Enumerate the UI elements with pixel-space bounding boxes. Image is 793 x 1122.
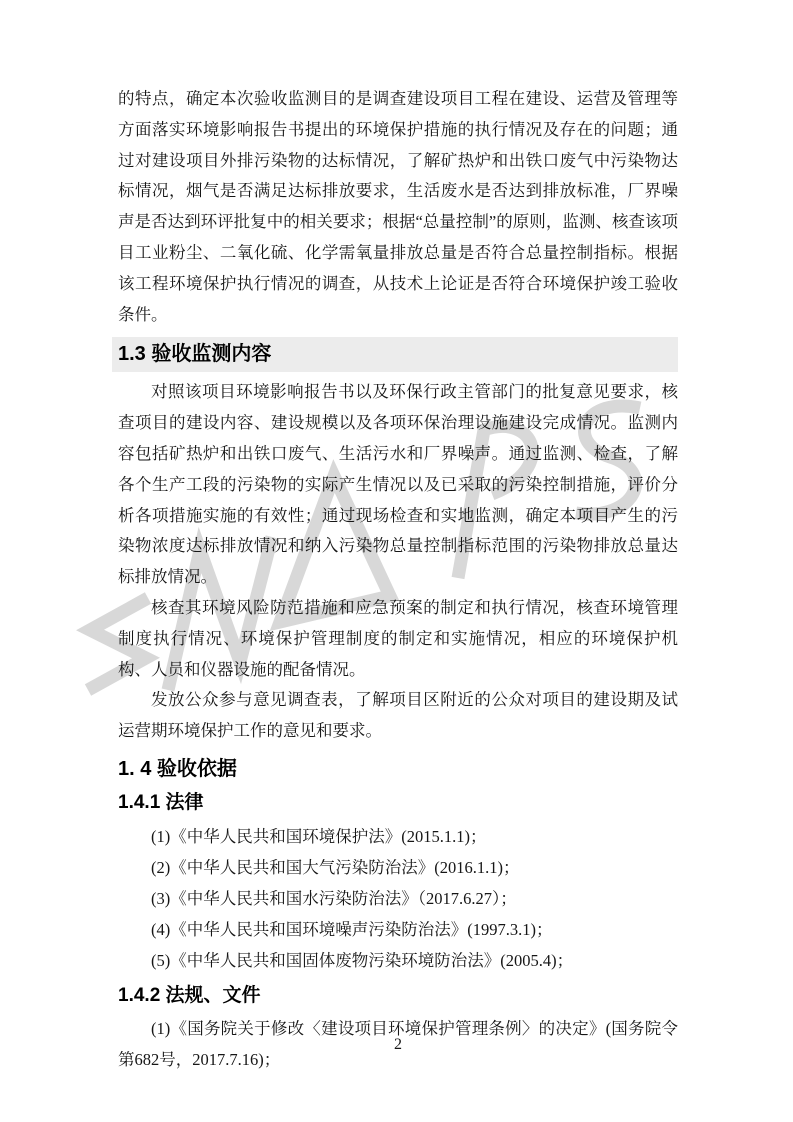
law-item: (2)《中华人民共和国大气污染防治法》(2016.1.1)； (151, 857, 520, 877)
law-item: (3)《中华人民共和国水污染防治法》（2017.6.27）； (151, 888, 517, 908)
monitoring-content-paragraph-1: 对照该项目环境影响报告书以及环保行政主管部门的批复意见要求，核查项目的建设内容、建设规模以及各项环保治理设施建设完成情况。监测内容包括矿热炉和出铁口废气、生活污水和厂界噪声。通过监测、检查，了解各个生产工段的污染物的实际产生情况以及已采取的污染控制措施，评价分析各项措施实施的有效性；通过现场检查和实地监测，确定本项目产生的污染物浓度达标排放情况和纳入污染物总量控制指标范围的污染物排放总量达标排放情况。 (118, 382, 678, 587)
section-heading-1-3: 1.3 验收监测内容 (112, 337, 678, 372)
law-item: (5)《中华人民共和国固体废物污染环境防治法》(2005.4)； (151, 950, 574, 970)
section-heading-1-4-1: 1.4.1 法律 (118, 791, 204, 813)
intro-paragraph: 的特点，确定本次验收监测目的是调查建设项目工程在建设、运营及管理等方面落实环境影响报告书提出的环境保护措施的执行情况及存在的问题；通过对建设项目外排污染物的达标情况，了解矿热炉和出铁口废气中污染物达标情况，烟气是否满足达标排放要求，生活废水是否达到排放标准，厂界噪声是否达到环评批复中的相关要求；根据“总量控制”的原则，监测、核查该项目工业粉尘、二氧化硫、化学需氧量排放总量是否符合总量控制指标。根据该工程环境保护执行情况的调查，从技术上论证是否符合环境保护竣工验收条件。 (118, 89, 678, 324)
section-heading-1-4-2: 1.4.2 法规、文件 (118, 984, 261, 1006)
section-heading-1-4: 1. 4 验收依据 (118, 757, 237, 780)
law-item: (4)《中华人民共和国环境噪声污染防治法》(1997.3.1)； (151, 919, 553, 939)
regulation-item: (1)《国务院关于修改〈建设项目环境保护管理条例〉的决定》(国务院令第682号，2017.7.16)； (118, 1018, 678, 1069)
law-list (118, 821, 678, 976)
page-number: 2 (394, 1036, 402, 1053)
page-content (118, 84, 678, 1076)
monitoring-content-paragraph-2: 核查其环境风险防范措施和应急预案的制定和执行情况，核查环境管理制度执行情况、环境保护管理制度的制定和实施情况，相应的环境保护机构、人员和仪器设施的配备情况。 (118, 597, 678, 679)
law-item: (1)《中华人民共和国环境保护法》(2015.1.1)； (151, 826, 487, 846)
monitoring-content-paragraph-3: 发放公众参与意见调查表，了解项目区附近的公众对项目的建设期及试运营期环境保护工作的意见和要求。 (118, 690, 678, 741)
